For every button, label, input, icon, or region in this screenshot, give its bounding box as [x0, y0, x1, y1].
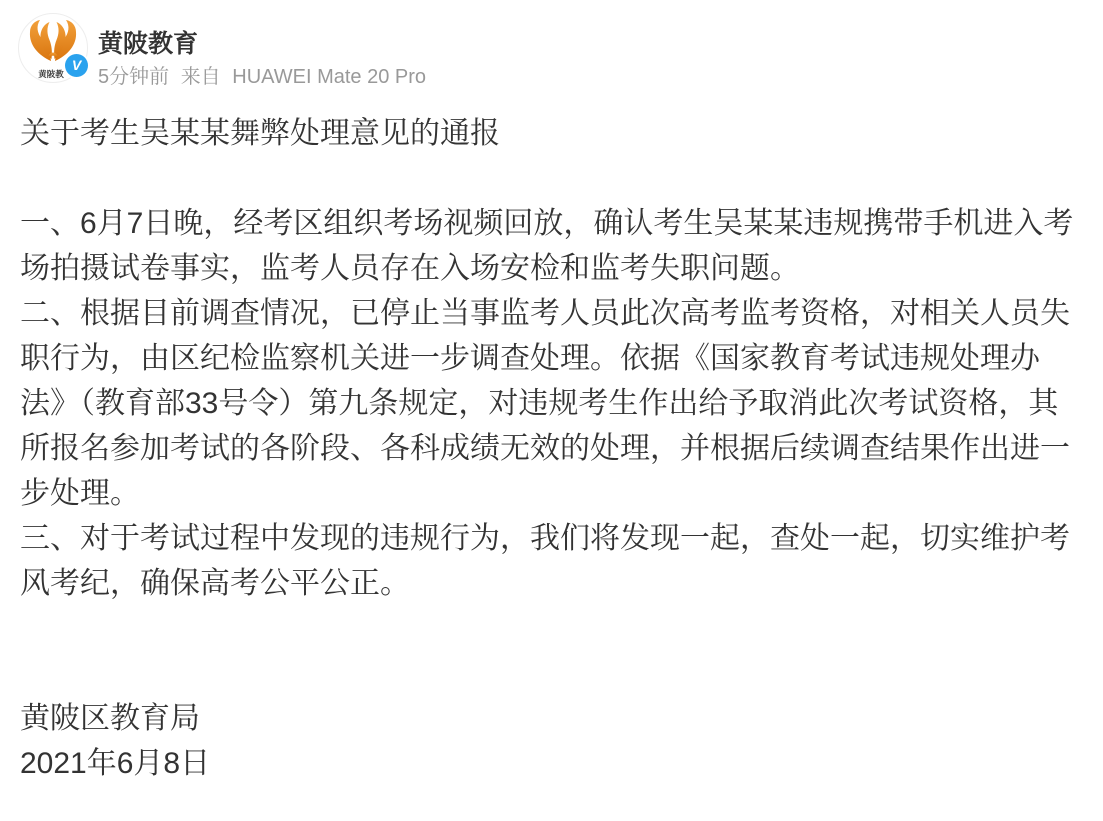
signature-block — [20, 696, 1075, 786]
post-date: 2021年6月8日 — [20, 747, 211, 780]
post-signature: 黄陂区教育局 — [20, 702, 200, 735]
post-paragraph-2: 二、根据目前调查情况，已停止当事监考人员此次高考监考资格，对相关人员失职行为，由区纪检监察机关进一步调查处理。依据《国家教育考试违规处理办法》（教育部33号令）第九条规定，对违规考生作出给予取消此次考试资格，其所报名参加考试的各阶段、各科成绩无效的处理，并根据后续调查结果作出进一步处理。 — [20, 297, 1070, 510]
post-content — [20, 111, 1075, 786]
verified-badge-icon: V — [65, 54, 88, 77]
post-title: 关于考生吴某某舞弊处理意见的通报 — [20, 117, 500, 150]
post-header — [0, 0, 1103, 88]
post-meta — [98, 65, 432, 90]
post-source-label: 来自 — [180, 66, 221, 88]
post-paragraph-3: 三、对于考试过程中发现的违规行为，我们将发现一起，查处一起，切实维护考风考纪，确保高考公平公正。 — [20, 522, 1070, 600]
post-paragraph-1: 一、6月7日晚，经考区组织考场视频回放，确认考生吴某某违规携带手机进入考场拍摄试卷事实，监考人员存在入场安检和监考失职问题。 — [20, 207, 1074, 285]
avatar[interactable] — [18, 13, 88, 83]
author-name[interactable]: 黄陂教育 — [98, 30, 199, 58]
logo-text: 黄陂教 — [38, 69, 64, 79]
post-time[interactable]: 5分钟前 — [98, 66, 170, 88]
post-source[interactable]: HUAWEI Mate 20 Pro — [232, 66, 427, 88]
author-info — [98, 13, 432, 90]
